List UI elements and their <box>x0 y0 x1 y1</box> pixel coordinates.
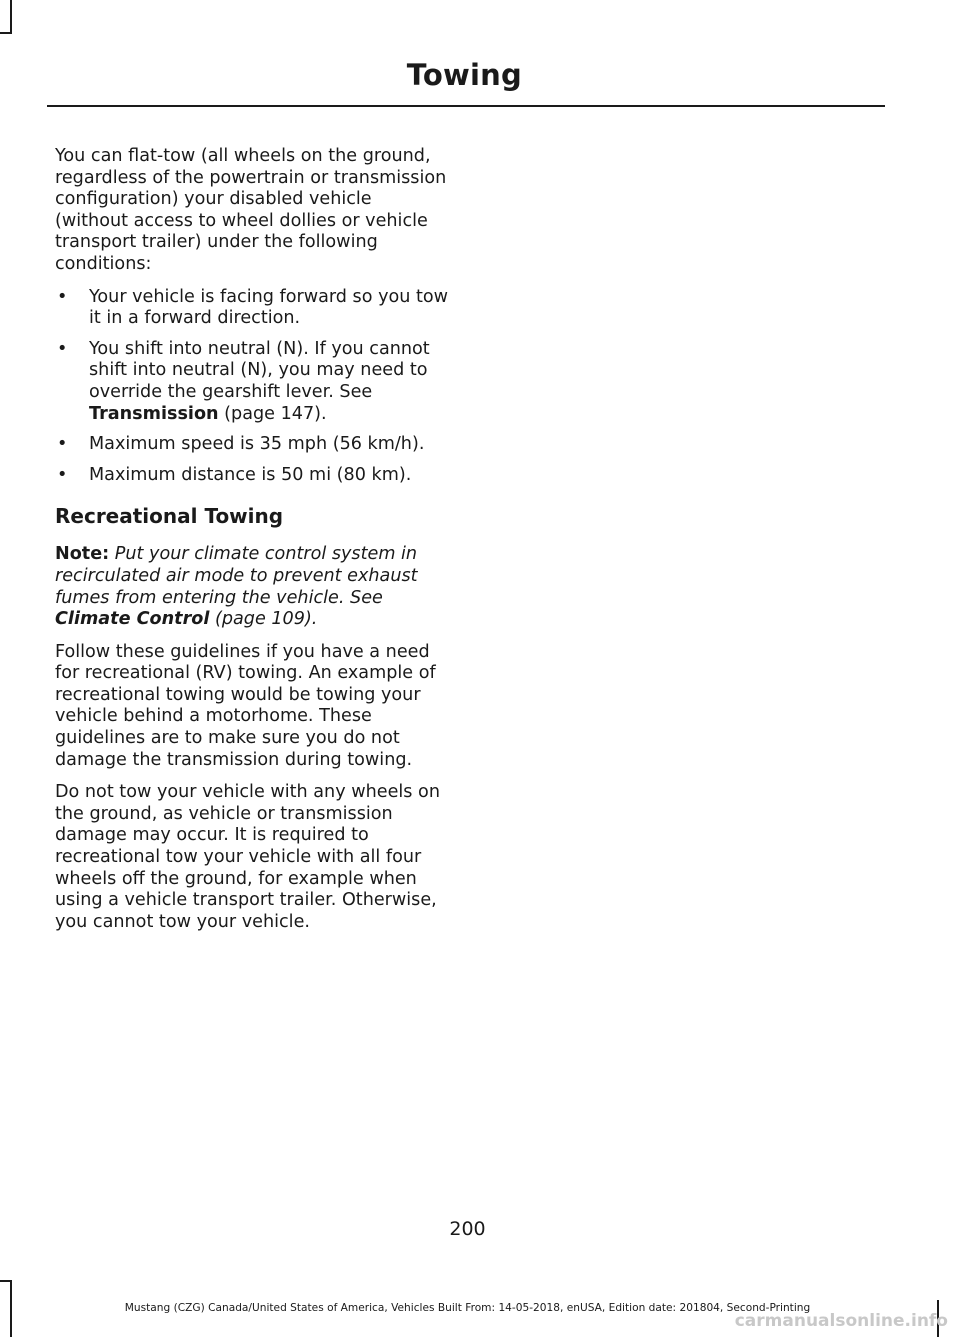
note-paragraph: Note: Put your climate control system in recirculated air mode to prevent exhaust fumes from entering the vehicle. See Climate Control (page 109). <box>55 544 418 630</box>
list-item: • Maximum distance is 50 mi (80 km). <box>57 464 412 485</box>
bullet-icon: • <box>57 464 68 485</box>
guidelines-paragraph: Follow these guidelines if you have a need for recreational (RV) towing. An example of recreational towing would be towing your vehicle behind a motorhome. These guidelines are to make sure you do not damage the transmission during towing. <box>55 641 436 770</box>
page-number: 200 <box>449 1218 486 1240</box>
crop-mark-top-left-v <box>10 0 12 34</box>
page-title: Towing <box>406 58 522 92</box>
note-label: Note: <box>55 544 110 565</box>
main-column <box>55 146 450 944</box>
bullet-icon: • <box>57 286 68 307</box>
watermark: carmanualsonline.info <box>734 1311 948 1331</box>
crop-mark-bottom-left-h <box>0 1280 12 1282</box>
list-item: • You shift into neutral (N). If you cannot shift into neutral (N), you may need to override the gearshift lever. See Transmission (page 147). <box>57 338 430 424</box>
conditions-list <box>55 287 450 487</box>
list-item: • Maximum speed is 35 mph (56 km/h). <box>57 434 425 455</box>
list-item: • Your vehicle is facing forward so you tow it in a forward direction. <box>57 286 449 329</box>
header-rule <box>47 105 885 107</box>
bullet-icon: • <box>57 434 68 455</box>
footer-text: Mustang (CZG) Canada/United States of America, Vehicles Built From: 14-05-2018, enUSA, Edition date: 201804, Second-Printing <box>124 1302 811 1314</box>
bullet-icon: • <box>57 338 68 359</box>
climate-control-link[interactable]: Climate Control <box>55 609 210 630</box>
section-heading: Recreational Towing <box>55 504 284 529</box>
transmission-link[interactable]: Transmission <box>89 403 219 424</box>
warning-paragraph: Do not tow your vehicle with any wheels on the ground, as vehicle or transmission damage may occur. It is required to recreational tow your vehicle with all four wheels off the ground, for example when using a vehicle transport trailer. Otherwise, you cannot tow your vehicle. <box>55 782 440 932</box>
crop-mark-top-left-h <box>0 32 12 34</box>
intro-paragraph: You can flat-tow (all wheels on the ground, regardless of the powertrain or transmission configuration) your disabled vehicle (without access to wheel dollies or vehicle transport trailer) under the following conditions: <box>55 146 447 274</box>
